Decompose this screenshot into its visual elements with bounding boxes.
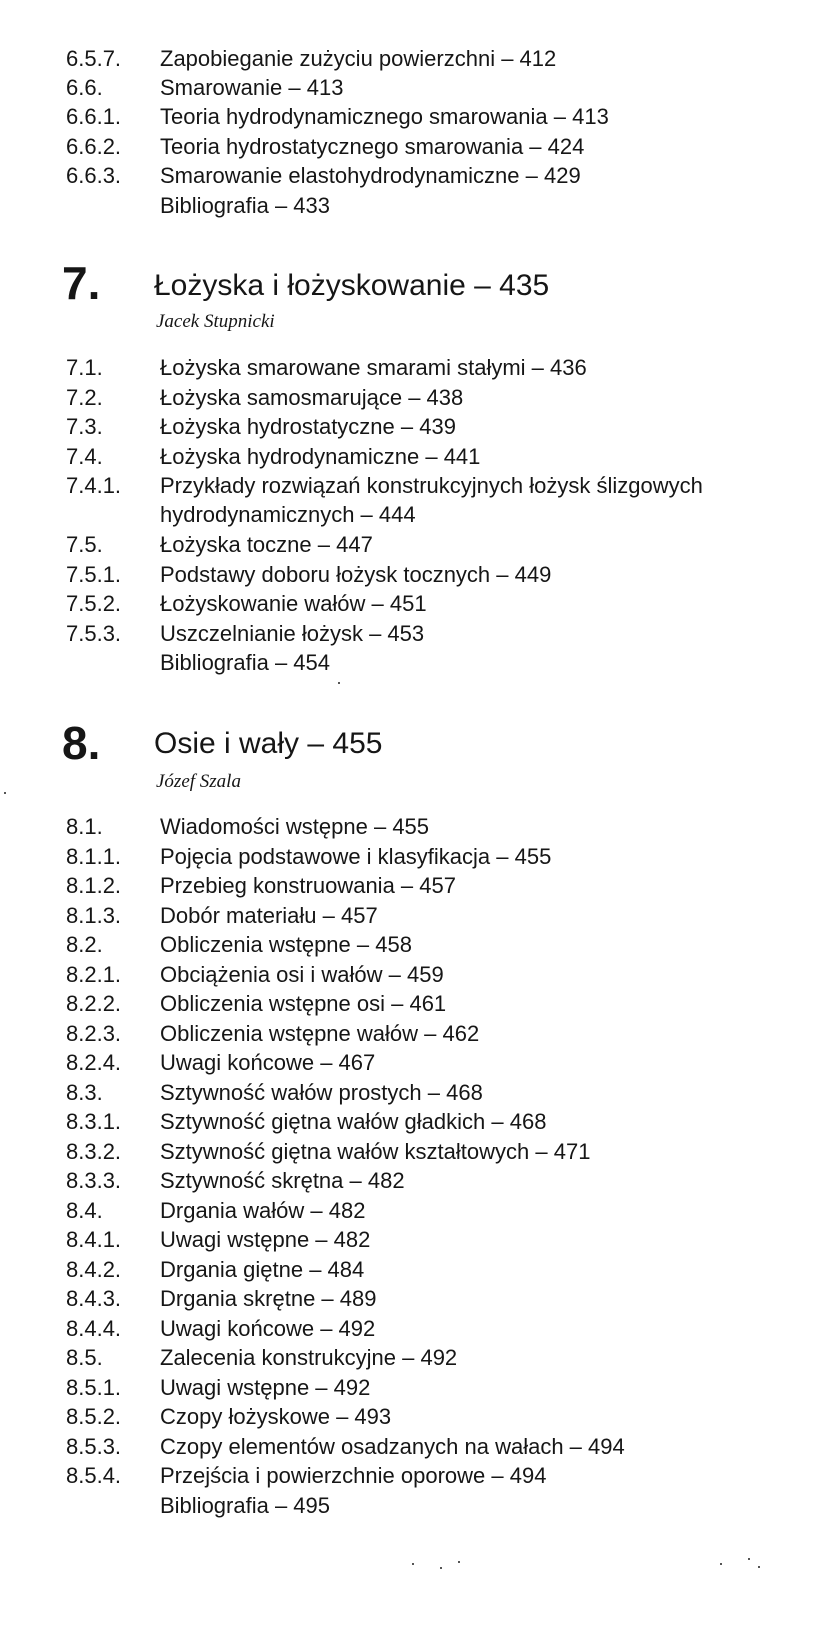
entry-number: 7.4.1.: [66, 473, 122, 498]
entry-number: 8.2.1.: [66, 962, 122, 987]
entry-number: 8.2.2.: [66, 991, 122, 1016]
entry-title: Czopy elementów osadzanych na wałach – 494: [160, 1434, 625, 1459]
entry-title: Obliczenia wstępne osi – 461: [160, 991, 447, 1016]
entry-number: 6.6.3.: [66, 163, 122, 188]
entry-title: Sztywność giętna wałów kształtowych – 471: [160, 1139, 591, 1164]
bibliography-label: Bibliografia – 454: [160, 650, 331, 675]
chapter-number: 7.: [62, 257, 101, 309]
entry-title: Dobór materiału – 457: [160, 903, 378, 928]
entry-number: 8.5.2.: [66, 1404, 122, 1429]
entry-number: 7.5.: [66, 532, 103, 557]
bibliography-label: Bibliografia – 433: [160, 193, 331, 218]
bibliography-label: Bibliografia – 495: [160, 1493, 331, 1518]
scan-speck: [720, 1563, 722, 1565]
entry-title: Łożyska smarowane smarami stałymi – 436: [160, 355, 587, 380]
chapter-number: 8.: [62, 717, 101, 769]
entry-number: 6.6.: [66, 75, 103, 100]
entry-number: 7.2.: [66, 385, 103, 410]
entry-title-continuation: hydrodynamicznych – 444: [160, 502, 416, 527]
entry-title: Przejścia i powierzchnie oporowe – 494: [160, 1463, 547, 1488]
entry-number: 8.2.4.: [66, 1050, 122, 1075]
entry-number: 8.2.: [66, 932, 103, 957]
entry-number: 6.5.7.: [66, 46, 122, 71]
entry-number: 8.5.4.: [66, 1463, 122, 1488]
entry-number: 8.4.1.: [66, 1227, 122, 1252]
scan-speck: [758, 1566, 760, 1568]
entry-title: Drgania wałów – 482: [160, 1198, 366, 1223]
scan-speck: [440, 1567, 442, 1569]
entry-title: Łożyskowanie wałów – 451: [160, 591, 427, 616]
entry-title: Łożyska hydrodynamiczne – 441: [160, 444, 481, 469]
entry-number: 8.1.2.: [66, 873, 122, 898]
entry-number: 7.5.2.: [66, 591, 122, 616]
chapter-author: Józef Szala: [156, 771, 241, 792]
entry-number: 7.5.1.: [66, 562, 122, 587]
entry-title: Sztywność wałów prostych – 468: [160, 1080, 483, 1105]
entry-number: 8.3.2.: [66, 1139, 122, 1164]
entry-title: Obliczenia wstępne wałów – 462: [160, 1021, 480, 1046]
entry-number: 8.1.: [66, 814, 103, 839]
entry-title: Uszczelnianie łożysk – 453: [160, 621, 425, 646]
entry-number: 8.5.3.: [66, 1434, 122, 1459]
entry-number: 8.4.3.: [66, 1286, 122, 1311]
entry-number: 8.1.3.: [66, 903, 122, 928]
entry-title: Czopy łożyskowe – 493: [160, 1404, 392, 1429]
entry-title: Smarowanie – 413: [160, 75, 344, 100]
scan-speck: [748, 1558, 750, 1560]
scan-speck: [458, 1561, 460, 1563]
entry-number: 7.4.: [66, 444, 103, 469]
entry-title: Teoria hydrodynamicznego smarowania – 413: [160, 104, 609, 129]
entry-number: 8.4.2.: [66, 1257, 122, 1282]
entry-number: 8.3.3.: [66, 1168, 122, 1193]
entry-title: Łożyska toczne – 447: [160, 532, 373, 557]
entry-title: Drgania giętne – 484: [160, 1257, 365, 1282]
entry-title: Sztywność giętna wałów gładkich – 468: [160, 1109, 547, 1134]
entry-number: 8.2.3.: [66, 1021, 122, 1046]
entry-number: 8.4.4.: [66, 1316, 122, 1341]
entry-title: Przykłady rozwiązań konstrukcyjnych łożysk ślizgowych: [160, 473, 703, 498]
entry-number: 6.6.1.: [66, 104, 122, 129]
scan-speck: [338, 682, 340, 684]
entry-title: Obliczenia wstępne – 458: [160, 932, 412, 957]
entry-number: 7.5.3.: [66, 621, 122, 646]
entry-title: Smarowanie elastohydrodynamiczne – 429: [160, 163, 581, 188]
chapter-title: Osie i wały – 455: [154, 727, 383, 760]
scan-speck: [412, 1563, 414, 1565]
entry-title: Przebieg konstruowania – 457: [160, 873, 456, 898]
scan-speck: [4, 792, 6, 794]
chapter-author: Jacek Stupnicki: [156, 311, 275, 332]
entry-title: Zapobieganie zużyciu powierzchni – 412: [160, 46, 557, 71]
entry-number: 7.3.: [66, 414, 103, 439]
entry-title: Łożyska samosmarujące – 438: [160, 385, 464, 410]
entry-number: 8.3.1.: [66, 1109, 122, 1134]
entry-number: 8.5.: [66, 1345, 103, 1370]
entry-number: 8.1.1.: [66, 844, 122, 869]
entry-title: Uwagi końcowe – 492: [160, 1316, 376, 1341]
entry-number: 7.1.: [66, 355, 103, 380]
entry-title: Łożyska hydrostatyczne – 439: [160, 414, 456, 439]
entry-title: Drgania skrętne – 489: [160, 1286, 377, 1311]
entry-number: 8.5.1.: [66, 1375, 122, 1400]
entry-title: Sztywność skrętna – 482: [160, 1168, 405, 1193]
entry-title: Wiadomości wstępne – 455: [160, 814, 430, 839]
entry-title: Obciążenia osi i wałów – 459: [160, 962, 444, 987]
entry-number: 6.6.2.: [66, 134, 122, 159]
entry-title: Uwagi końcowe – 467: [160, 1050, 376, 1075]
entry-title: Zalecenia konstrukcyjne – 492: [160, 1345, 458, 1370]
entry-title: Teoria hydrostatycznego smarowania – 424: [160, 134, 585, 159]
entry-title: Podstawy doboru łożysk tocznych – 449: [160, 562, 552, 587]
entry-title: Uwagi wstępne – 482: [160, 1227, 371, 1252]
entry-number: 8.4.: [66, 1198, 103, 1223]
entry-title: Uwagi wstępne – 492: [160, 1375, 371, 1400]
entry-title: Pojęcia podstawowe i klasyfikacja – 455: [160, 844, 552, 869]
chapter-title: Łożyska i łożyskowanie – 435: [154, 269, 550, 302]
entry-number: 8.3.: [66, 1080, 103, 1105]
